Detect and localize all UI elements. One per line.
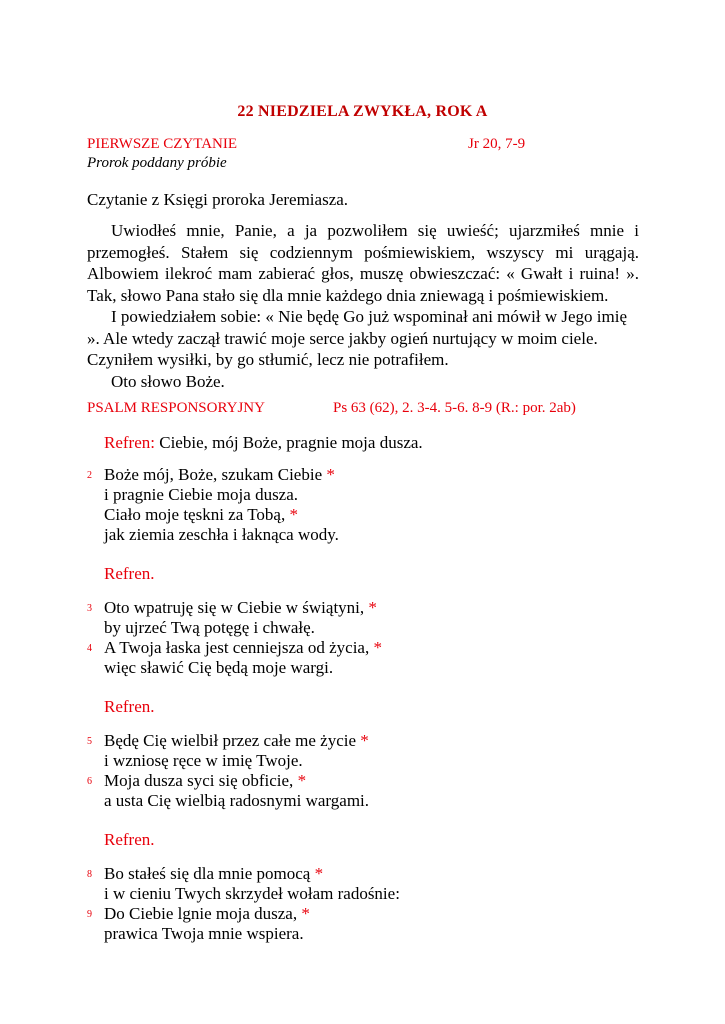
refrain-text: Ciebie, mój Boże, pragnie moja dusza.	[159, 433, 423, 452]
refrain-label: Refren:	[104, 433, 155, 452]
psalm-reference: Ps 63 (62), 2. 3-4. 5-6. 8-9 (R.: por. 2ab)	[333, 400, 576, 416]
verse-text: i w cieniu Twych skrzydeł wołam radośnie:	[104, 884, 400, 903]
first-reading-heading: PIERWSZE CZYTANIE	[87, 136, 238, 152]
psalm-heading: PSALM RESPONSORYJNY	[87, 400, 265, 416]
psalm-body	[87, 433, 647, 944]
asterisk-mark: *	[289, 505, 298, 524]
verse-text: i wzniosę ręce w imię Twoje.	[104, 751, 303, 770]
psalm-stanza	[87, 598, 647, 678]
asterisk-mark: *	[314, 864, 324, 883]
verse-number: 6	[87, 776, 92, 787]
verse-line	[87, 731, 647, 751]
asterisk-mark: *	[360, 731, 369, 750]
asterisk-mark: *	[373, 638, 382, 657]
verse-text: więc sławić Cię będą moje wargi.	[104, 658, 334, 677]
psalm-stanza	[87, 731, 647, 811]
verse-text: Oto wpatruję się w Ciebie w świątyni,	[104, 598, 365, 617]
refrain-short: Refren.	[104, 564, 155, 583]
refrain-full	[87, 433, 647, 453]
verse-line	[87, 465, 647, 485]
asterisk-mark: *	[297, 771, 307, 790]
verse-number: 9	[87, 909, 92, 920]
verse-line	[87, 791, 647, 811]
verse-line	[87, 771, 647, 791]
verse-line	[87, 505, 647, 525]
verse-text: i pragnie Ciebie moja dusza.	[104, 485, 299, 504]
verse-line	[87, 751, 647, 771]
reading-intro: Czytanie z Księgi proroka Jeremiasza.	[87, 190, 349, 209]
psalm-stanza	[87, 465, 647, 545]
psalm-stanza	[87, 864, 647, 944]
verse-line	[87, 525, 647, 545]
page-title: 22 NIEDZIELA ZWYKŁA, ROK A	[237, 103, 488, 120]
verse-text: Boże mój, Boże, szukam Ciebie	[104, 465, 323, 484]
verse-line	[87, 864, 647, 884]
verse-text: Będę Cię wielbił przez całe me życie	[104, 731, 357, 750]
verse-text: jak ziemia zeschła i łaknąca wody.	[104, 525, 339, 544]
refrain-short: Refren.	[104, 697, 155, 716]
verse-text: A Twoja łaska jest cenniejsza od życia,	[104, 638, 370, 657]
verse-line	[87, 924, 647, 944]
verse-number: 3	[87, 603, 92, 614]
verse-line	[87, 618, 647, 638]
verse-text: by ujrzeć Twą potęgę i chwałę.	[104, 618, 315, 637]
verse-text: a usta Cię wielbią radosnymi wargami.	[104, 791, 370, 810]
reading-paragraph: I powiedziałem sobie: « Nie będę Go już wspominał ani mówił w Jego imię ». Ale wtedy zaczął trawić moje serce jakby ogień nurtujący w moim ciele. Czyniłem wysiłki, by go stłumić, lecz nie potrafiłem.	[87, 307, 628, 369]
reading-closing: Oto słowo Boże.	[111, 371, 225, 391]
verse-text: Bo stałeś się dla mnie pomocą	[104, 864, 311, 883]
verse-number: 2	[87, 470, 92, 481]
verse-line	[87, 884, 647, 904]
verse-line	[87, 485, 647, 505]
asterisk-mark: *	[326, 465, 335, 484]
verse-text: Ciało moje tęskni za Tobą,	[104, 505, 286, 524]
reading-text	[87, 220, 639, 392]
asterisk-mark: *	[368, 598, 377, 617]
first-reading-reference: Jr 20, 7-9	[468, 136, 526, 152]
verse-text: prawica Twoja mnie wspiera.	[104, 924, 304, 943]
verse-number: 8	[87, 869, 92, 880]
asterisk-mark: *	[301, 904, 310, 923]
refrain-short: Refren.	[104, 830, 155, 849]
verse-line	[87, 598, 647, 618]
verse-line	[87, 904, 647, 924]
verse-line	[87, 638, 647, 658]
verse-number: 4	[87, 643, 92, 654]
verse-number: 5	[87, 736, 92, 747]
verse-text: Do Ciebie lgnie moja dusza,	[104, 904, 298, 923]
verse-text: Moja dusza syci się obficie,	[104, 771, 294, 790]
reading-paragraph: Uwiodłeś mnie, Panie, a ja pozwoliłem się uwieść; ujarzmiłeś mnie i przemogłeś. Stałem się codziennym pośmiewiskiem, wszyscy mi urągają. Albowiem ilekroć mam zabierać głos, muszę obwieszczać: « Gwałt i ruina! ». Tak, słowo Pana stało się dla mnie każdego dnia zniewagą i pośmiewiskiem.	[87, 221, 639, 305]
reading-subtitle: Prorok poddany próbie	[87, 155, 227, 171]
verse-line	[87, 658, 647, 678]
